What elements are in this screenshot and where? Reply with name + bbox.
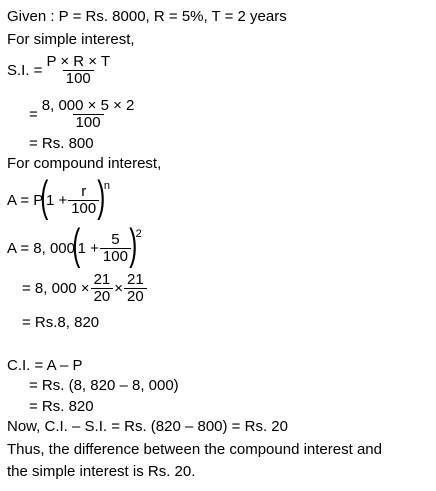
ci-r-fraction: [68, 184, 99, 217]
ci-result: = Rs.8, 820: [22, 314, 100, 331]
si-heading: For simple interest,: [7, 31, 135, 48]
si-f1-denominator: 100: [63, 70, 94, 87]
ci-exponent-n: n: [103, 180, 111, 192]
si-result: = Rs. 800: [29, 135, 94, 152]
ci-frac-b-numerator: 21: [127, 271, 144, 288]
ci-five-fraction: [100, 232, 131, 265]
si-f1-numerator: P × R × T: [46, 53, 111, 70]
ci-lhs2: A = 8, 000: [7, 239, 75, 257]
diff-line-3: = Rs. 820: [29, 398, 94, 415]
ci-five-denominator: 100: [100, 248, 131, 265]
ci-step3-pre: = 8, 000 ×: [22, 280, 90, 297]
given-line: Given : P = Rs. 8000, R = 5%, T = 2 years: [7, 8, 287, 25]
si-f2-denominator: 100: [73, 114, 104, 131]
conclusion-line-1: Thus, the difference between the compound interest and: [7, 441, 382, 458]
si-fraction-1: [43, 54, 113, 87]
open-paren: (: [40, 172, 49, 221]
ci-times: ×: [114, 280, 124, 297]
ci-heading: For compound interest,: [7, 155, 162, 172]
now-line: Now, C.I. – S.I. = Rs. (820 – 800) = Rs. 20: [7, 418, 288, 435]
ci-step3: [22, 272, 148, 305]
si-lhs: S.I. =: [7, 62, 43, 79]
ci-frac-a-numerator: 21: [93, 271, 111, 288]
conclusion-line-2: the simple interest is Rs. 20.: [7, 463, 196, 480]
si-substitution: [29, 98, 138, 131]
ci-r-numerator: r: [81, 182, 87, 200]
diff-line-2: = Rs. (8, 820 – 8, 000): [29, 377, 179, 394]
diff-line-1: C.I. = A – P: [7, 357, 83, 374]
si-eq: =: [29, 106, 38, 123]
si-formula: [7, 54, 114, 87]
ci-frac-b: [124, 272, 147, 305]
ci-formula: [7, 172, 111, 222]
close-paren: ): [97, 172, 106, 221]
ci-frac-a-denominator: 20: [91, 288, 114, 305]
ci-lhs: A = P: [7, 191, 44, 209]
open-paren: (: [72, 220, 81, 269]
ci-exponent-2: 2: [135, 228, 142, 240]
ci-substitution: [7, 220, 142, 270]
ci-one-plus-2: 1 +: [77, 239, 99, 257]
ci-five-numerator: 5: [111, 230, 120, 248]
ci-one-plus: 1 +: [45, 191, 68, 209]
close-paren: ): [129, 220, 138, 269]
si-f2-numerator: 8, 000 × 5 × 2: [41, 97, 135, 114]
si-fraction-2: [39, 98, 138, 131]
ci-frac-a: [91, 272, 114, 305]
ci-r-denominator: 100: [68, 200, 99, 217]
ci-frac-b-denominator: 20: [124, 288, 147, 305]
